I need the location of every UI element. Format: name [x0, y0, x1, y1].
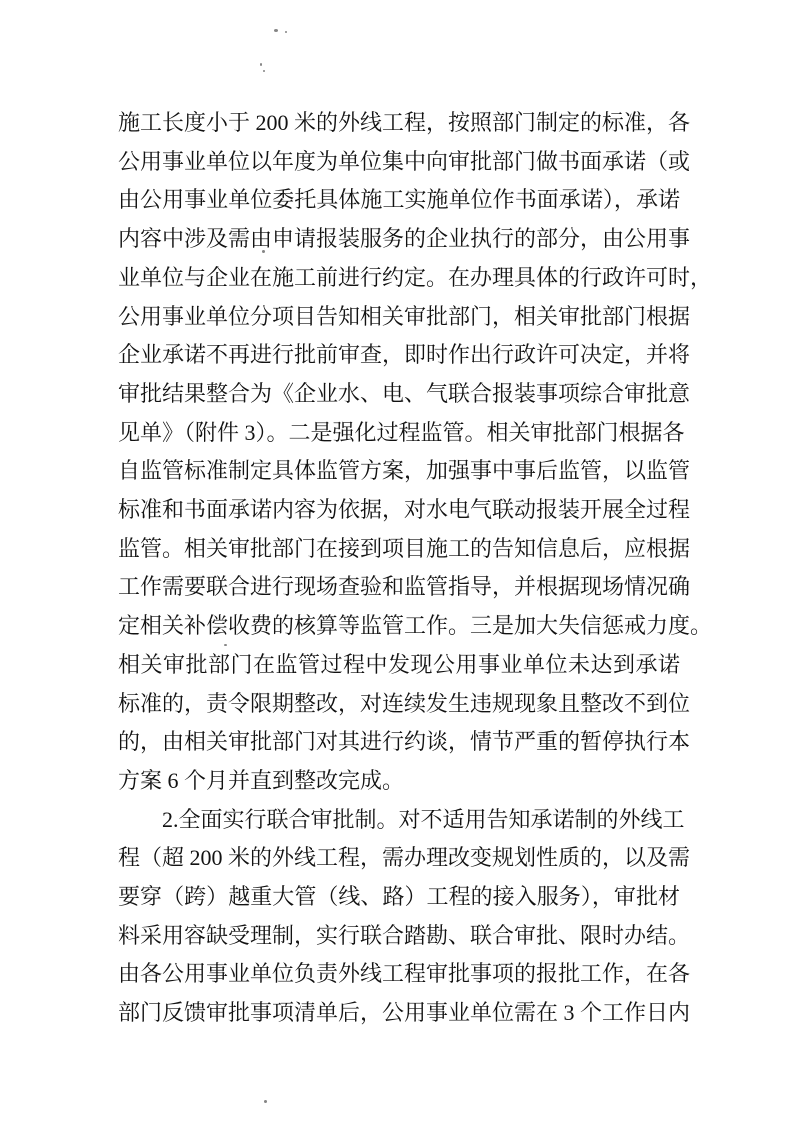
- text-line: 部门反馈审批事项清单后，公用事业单位需在 3 个工作日内: [118, 1000, 691, 1026]
- text-line: 施工长度小于 200 米的外线工程，按照部门制定的标准，各: [118, 110, 691, 135]
- scan-speck: [264, 1100, 267, 1103]
- text-line: 见单》（附件 3）。二是强化过程监管。相关审批部门根据各: [118, 419, 685, 445]
- text-line: 公用事业单位以年度为单位集中向审批部门做书面承诺（或: [118, 148, 691, 174]
- scan-speck: [285, 31, 287, 33]
- text-line: 相关审批部门在监管过程中发现公用事业单位未达到承诺: [118, 651, 680, 677]
- text-line: 定相关补偿收费的核算等监管工作。三是加大失信惩戒力度。: [118, 613, 713, 639]
- text-line: 审批结果整合为《企业水、电、气联合报装事项综合审批意: [118, 380, 691, 406]
- text-line: 监管。相关审批部门在接到项目施工的告知信息后，应根据: [118, 535, 691, 561]
- scan-speck: [274, 29, 278, 32]
- scan-speck: [260, 63, 262, 66]
- text-line: 由各公用事业单位负责外线工程审批事项的报批工作，在各: [118, 961, 691, 987]
- text-line: 公用事业单位分项目告知相关审批部门，相关审批部门根据: [118, 303, 691, 329]
- text-line: 企业承诺不再进行批前审查，即时作出行政许可决定，并将: [118, 342, 691, 368]
- text-line-paragraph-end: 方案 6 个月并直到整改完成。: [118, 767, 405, 793]
- text-line: 工作需要联合进行现场查验和监管指导，并根据现场情况确: [118, 574, 691, 600]
- scan-speck: [263, 70, 265, 72]
- text-line: 要穿（跨）越重大管（线、路）工程的接入服务），审批材: [118, 884, 680, 910]
- text-line: 料采用容缺受理制，实行联合踏勘、联合审批、限时办结。: [118, 922, 691, 948]
- text-block: [118, 104, 713, 1033]
- text-line: 标准的，责令限期整改，对连续发生违规现象且整改不到位: [118, 690, 691, 716]
- text-line: 自监管标准制定具体监管方案，加强事中事后监管，以监管: [118, 458, 691, 484]
- text-line: 标准和书面承诺内容为依据，对水电气联动报装开展全过程: [118, 497, 691, 523]
- text-line: 由公用事业单位委托具体施工实施单位作书面承诺），承诺: [118, 187, 680, 213]
- text-line: 程（超 200 米的外线工程，需办理改变规划性质的，以及需: [118, 845, 691, 871]
- text-line: 内容中涉及需由申请报装服务的企业执行的部分，由公用事: [118, 226, 691, 252]
- text-line: 业单位与企业在施工前进行约定。在办理具体的行政许可时，: [118, 264, 713, 290]
- text-line: 的，由相关审批部门对其进行约谈，情节严重的暂停执行本: [118, 729, 691, 755]
- text-line-paragraph-start: 2.全面实行联合审批制。对不适用告知承诺制的外线工: [162, 806, 685, 832]
